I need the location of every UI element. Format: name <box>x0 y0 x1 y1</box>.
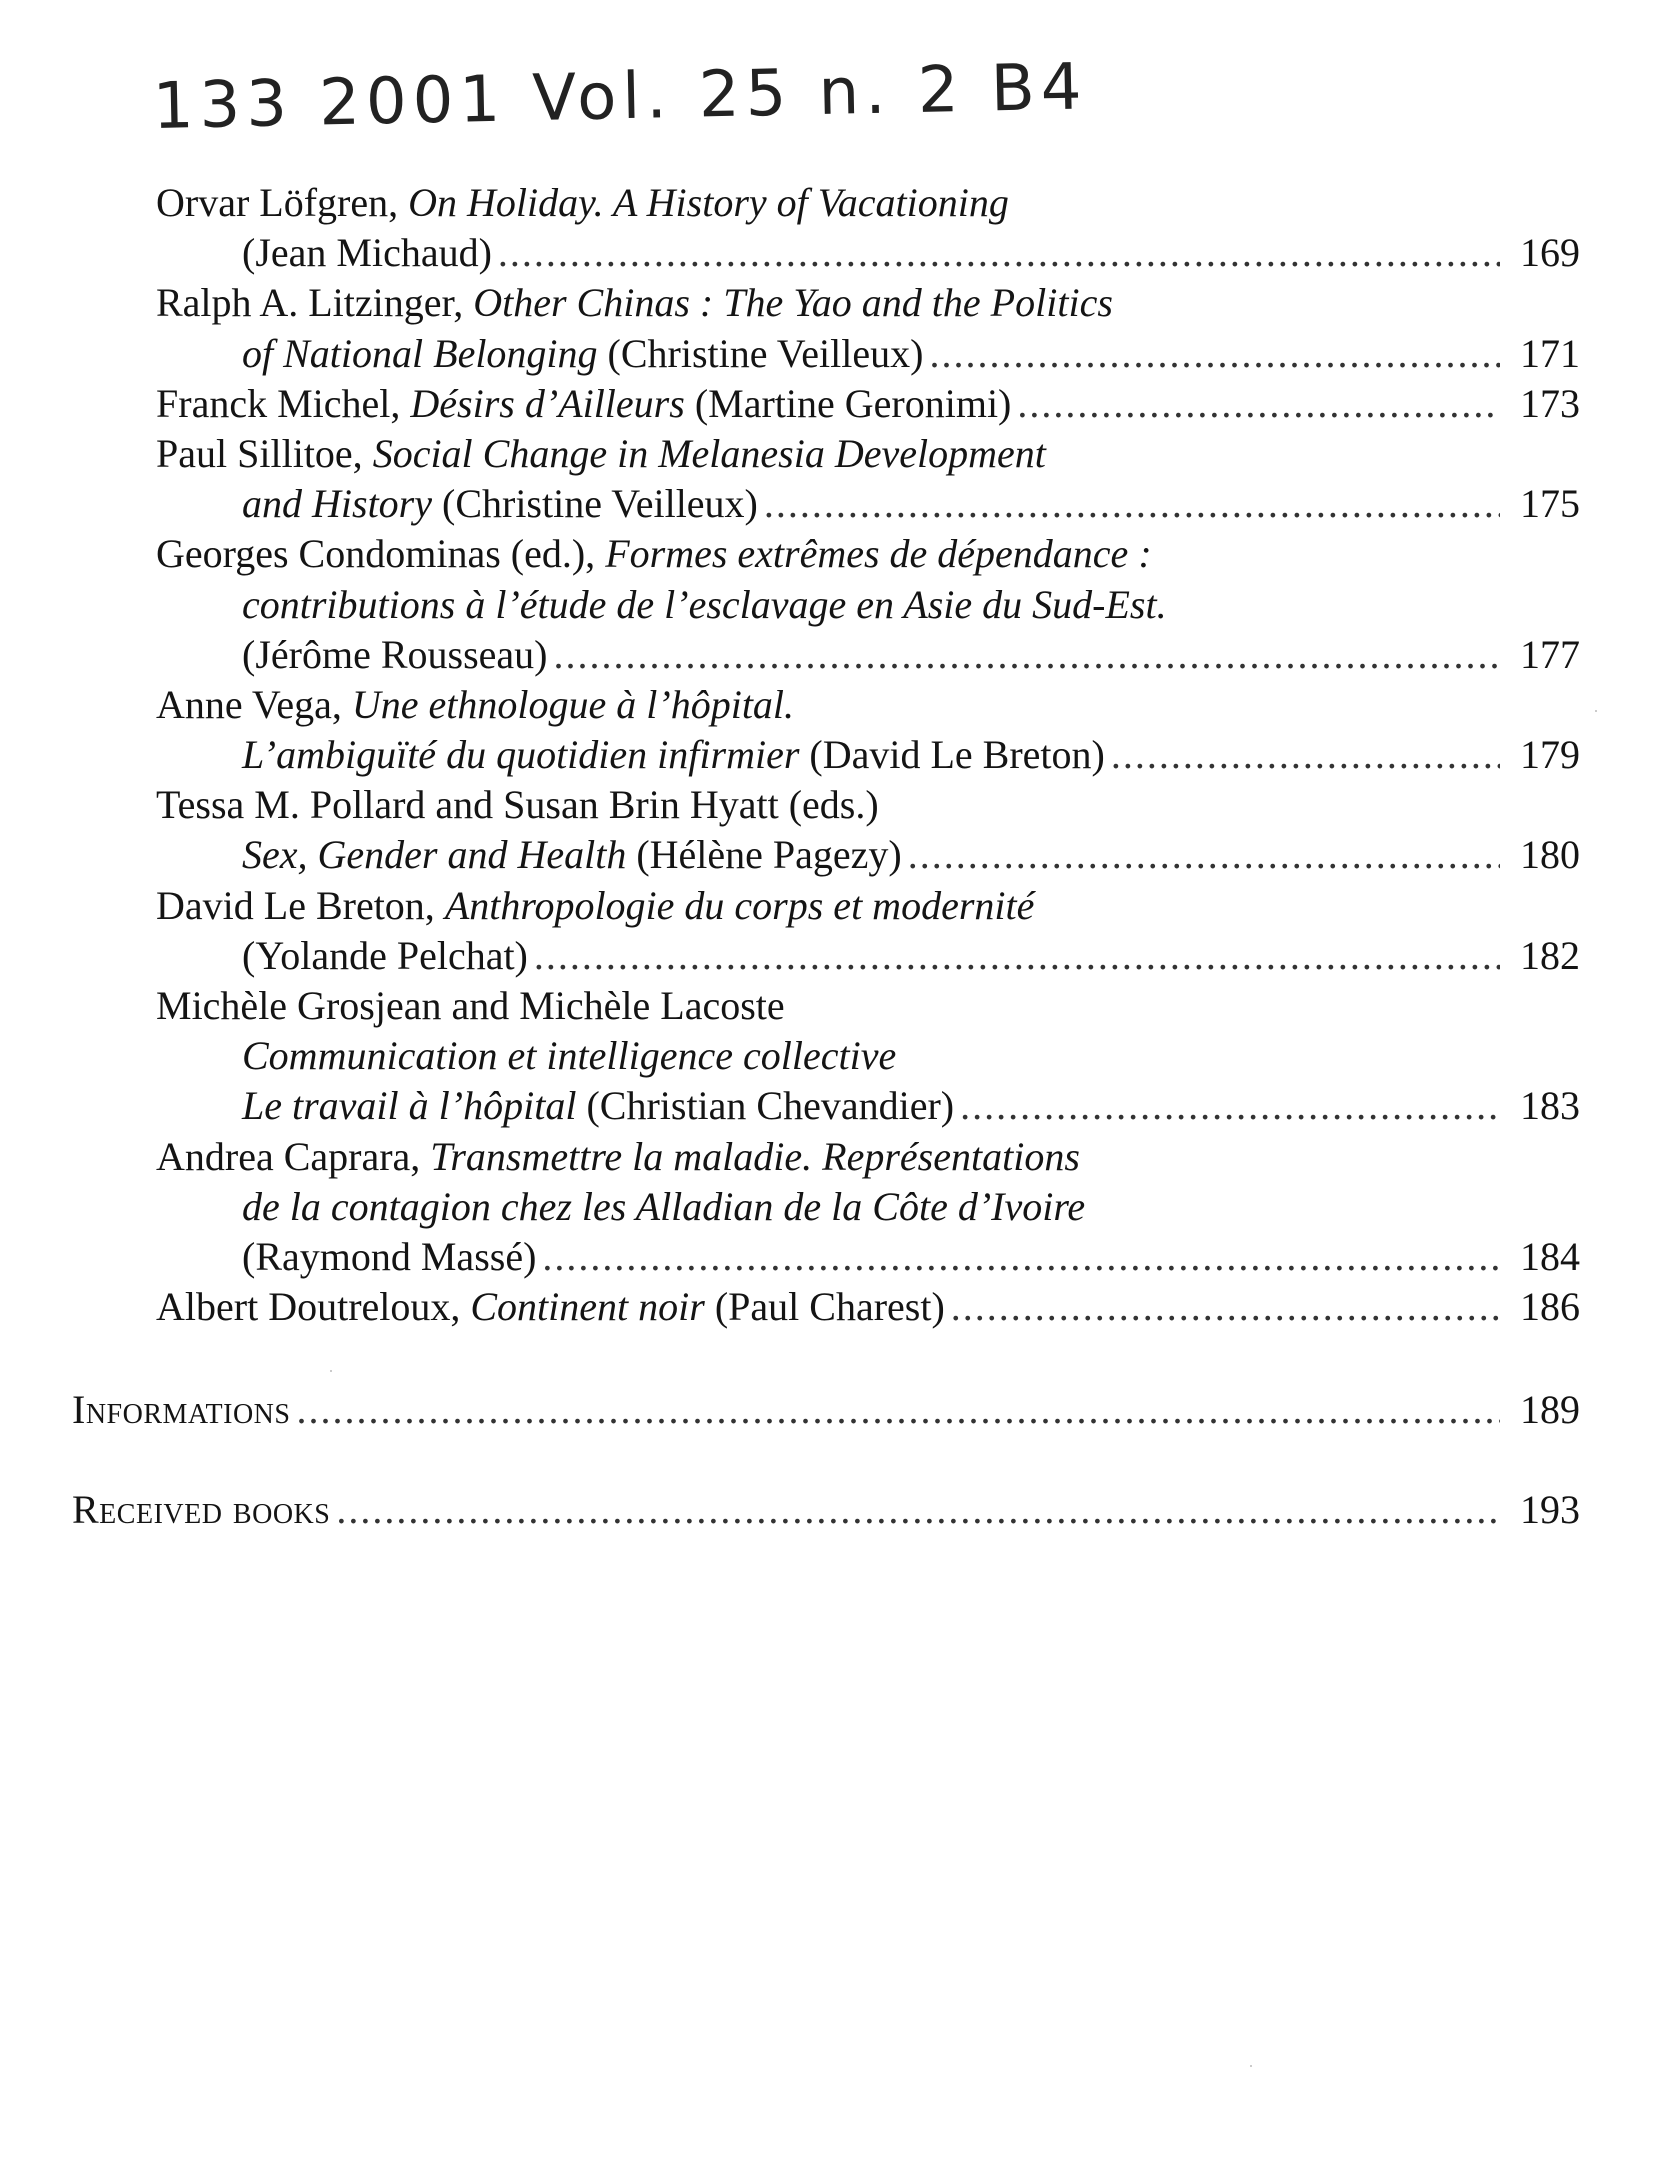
entry-text <box>242 931 528 981</box>
entry-line <box>156 881 1580 931</box>
scan-speck <box>1595 710 1597 712</box>
entry-text <box>242 730 1105 780</box>
entry-line <box>156 1182 1580 1232</box>
entry-line <box>156 931 1580 981</box>
reviewer-name: (Jérôme Rousseau) <box>242 631 548 677</box>
entry-line <box>156 730 1580 780</box>
section-label: Informations <box>72 1387 291 1432</box>
book-title: L’ambiguïté du quotidien infirmier <box>242 732 800 778</box>
book-title: contributions à l’étude de l’esclavage en Asie du Sud-Est. <box>242 581 1167 627</box>
book-title: Anthropologie du corps et modernité <box>444 882 1035 928</box>
book-review-list <box>156 178 1580 1332</box>
reviewer-name: (Jean Michaud) <box>242 230 492 276</box>
reviewer-name: (Hélène Pagezy) <box>626 832 902 878</box>
entry-text <box>242 1232 536 1282</box>
entry-text <box>156 881 1034 931</box>
leader-dots <box>542 1232 1500 1282</box>
reviewer-name: (Raymond Massé) <box>242 1233 537 1279</box>
review-entry <box>156 780 1580 880</box>
entry-text <box>156 680 794 730</box>
entry-text <box>242 630 547 680</box>
section-label: Received books <box>72 1487 331 1532</box>
author-name: Georges Condominas (ed.), <box>156 531 606 577</box>
entry-text <box>242 329 923 379</box>
page-number: 169 <box>1520 230 1580 276</box>
reviewer-name: (Christine Veilleux) <box>597 330 924 376</box>
author-name: Franck Michel, <box>156 380 411 426</box>
leader-dots <box>1017 379 1500 429</box>
author-name: Orvar Löfgren, <box>156 180 409 225</box>
leader-dots <box>553 630 1500 680</box>
leader-dots <box>929 329 1500 379</box>
section-line <box>72 1385 1580 1435</box>
entry-line <box>156 1031 1580 1081</box>
page-number: 171 <box>1520 330 1580 376</box>
entry-line <box>156 981 1580 1031</box>
review-entry <box>156 529 1580 680</box>
page-number: 177 <box>1520 631 1580 677</box>
page-number: 184 <box>1520 1233 1580 1279</box>
entry-text <box>156 278 1113 328</box>
entry-text <box>242 1081 954 1131</box>
entry-line <box>156 1232 1580 1282</box>
book-title: Other Chinas : The Yao and the Politics <box>473 280 1113 326</box>
entry-text <box>156 1282 945 1332</box>
entry-line <box>156 630 1580 680</box>
review-entry <box>156 881 1580 981</box>
entry-line <box>156 178 1580 228</box>
leader-dots <box>296 1385 1500 1435</box>
entry-line <box>156 1282 1580 1332</box>
book-title: Sex, Gender and Health <box>242 832 627 878</box>
entry-line <box>156 529 1580 579</box>
author-name: Paul Sillitoe, <box>156 430 373 476</box>
section-received-books <box>72 1485 1580 1535</box>
entry-line <box>156 329 1580 379</box>
review-entry <box>156 1132 1580 1283</box>
scan-speck <box>330 1370 332 1372</box>
reviewer-name: (Christian Chevandier) <box>576 1083 955 1129</box>
review-entry <box>156 178 1580 278</box>
entry-line <box>156 379 1580 429</box>
author-name: Michèle Grosjean and Michèle Lacoste <box>156 983 785 1028</box>
book-title: of National Belonging <box>242 330 598 376</box>
section-informations <box>72 1385 1580 1435</box>
leader-dots <box>951 1282 1500 1332</box>
section-line <box>72 1485 1580 1535</box>
review-entry <box>156 429 1580 529</box>
entry-line <box>156 780 1580 830</box>
entry-line <box>156 830 1580 880</box>
book-title: and History <box>242 481 432 527</box>
book-title: Une ethnologue à l’hôpital. <box>351 681 795 727</box>
entry-line <box>156 479 1580 529</box>
book-title: de la contagion chez les Alladian de la Côte d’Ivoire <box>242 1183 1086 1229</box>
review-entry <box>156 278 1580 378</box>
review-entry <box>156 379 1580 429</box>
leader-dots <box>908 830 1500 880</box>
book-title: Continent noir <box>470 1284 705 1330</box>
entry-line <box>156 1081 1580 1131</box>
reviewer-name: (Christine Veilleux) <box>432 481 758 527</box>
reviewer-name: (Paul Charest) <box>704 1284 945 1330</box>
author-name: Ralph A. Litzinger, <box>156 280 474 326</box>
review-entry <box>156 981 1580 1132</box>
page-number: 175 <box>1520 481 1580 527</box>
reviewer-name: (David Le Breton) <box>799 732 1105 778</box>
entry-line <box>156 680 1580 730</box>
entry-text <box>156 379 1011 429</box>
leader-dots <box>1111 730 1500 780</box>
entry-text <box>242 1182 1085 1232</box>
leader-dots <box>764 479 1500 529</box>
entry-text <box>242 830 902 880</box>
leader-dots <box>534 931 1500 981</box>
reviewer-name: (Martine Geronimi) <box>684 380 1012 426</box>
author-name: Andrea Caprara, <box>156 1133 431 1179</box>
entry-text <box>156 981 785 1031</box>
entry-line <box>156 580 1580 630</box>
leader-dots <box>498 228 1500 278</box>
author-name: Anne Vega, <box>156 681 352 727</box>
entry-text <box>242 479 758 529</box>
leader-dots <box>336 1485 1500 1535</box>
entry-text <box>242 228 492 278</box>
entry-line <box>156 1132 1580 1182</box>
entry-line <box>156 228 1580 278</box>
book-title: Social Change in Melanesia Development <box>372 430 1046 476</box>
book-title: Transmettre la maladie. Représentations <box>430 1133 1080 1179</box>
page-number: 186 <box>1520 1284 1580 1330</box>
entry-text <box>156 529 1152 579</box>
entry-line <box>156 278 1580 328</box>
page-number: 189 <box>1520 1387 1580 1432</box>
book-title: Désirs d’Ailleurs <box>410 380 685 426</box>
entry-text <box>156 1132 1080 1182</box>
book-title: Le travail à l’hôpital <box>242 1083 577 1129</box>
page-number: 173 <box>1520 380 1580 426</box>
review-entry <box>156 680 1580 780</box>
page-number: 179 <box>1520 732 1580 778</box>
entry-line <box>156 429 1580 479</box>
author-name: David Le Breton, <box>156 882 445 928</box>
book-title: Communication et intelligence collective <box>242 1033 897 1079</box>
entry-text <box>156 178 1009 228</box>
handwritten-annotation: 133 2001 Vol. 25 n. 2 B4 <box>152 50 1089 144</box>
entry-text <box>242 580 1167 630</box>
reviewer-name: (Yolande Pelchat) <box>242 932 528 978</box>
author-name: Tessa M. Pollard and Susan Brin Hyatt (eds.) <box>156 782 879 828</box>
entry-text <box>156 780 879 830</box>
page-number: 193 <box>1520 1487 1580 1532</box>
entry-text <box>242 1031 896 1081</box>
page-number: 183 <box>1520 1083 1580 1129</box>
author-name: Albert Doutreloux, <box>156 1284 471 1330</box>
book-title: Formes extrêmes de dépendance : <box>605 531 1152 577</box>
entry-text <box>156 429 1046 479</box>
scan-speck <box>1250 2065 1252 2067</box>
page-number: 182 <box>1520 932 1580 978</box>
leader-dots <box>960 1081 1500 1131</box>
review-entry <box>156 1282 1580 1332</box>
page-number: 180 <box>1520 832 1580 878</box>
book-title: On Holiday. A History of Vacationing <box>408 180 1009 225</box>
